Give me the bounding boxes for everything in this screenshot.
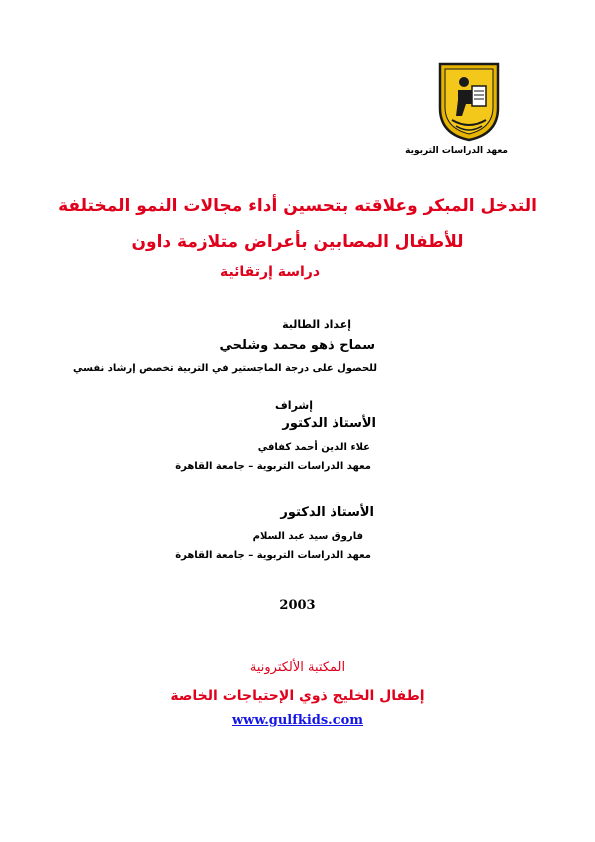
library-label: المكتبة الألكترونية: [249, 660, 346, 675]
website-link[interactable]: www.gulfkids.com: [231, 713, 364, 728]
supervisor-2-affiliation: معهد الدراسات التربوية – جامعة القاهرة: [175, 550, 371, 561]
degree-purpose: للحصول على درجة الماجستير في التربية تخصص إرشاد نفسي: [73, 363, 377, 374]
supervisor-1-affiliation: معهد الدراسات التربوية – جامعة القاهرة: [175, 461, 371, 472]
university-crest-icon: [436, 60, 502, 142]
thesis-title-line-2: للأطفال المصابين بأعراض متلازمة داون: [131, 232, 464, 252]
supervisor-1-name: علاء الدين أحمد كفافي: [257, 442, 370, 453]
supervisor-1-title: الأستاذ الدكتور: [282, 416, 376, 431]
thesis-title-line-1: التدخل المبكر وعلاقته بتحسين أداء مجالات النمو المختلفة: [58, 196, 537, 216]
year: 2003: [279, 598, 316, 613]
prepared-by-label: إعداد الطالبة: [282, 318, 351, 331]
organization-name: إطفال الخليج ذوي الإحتياجات الخاصة: [170, 688, 425, 704]
institute-name: معهد الدراسات التربوية: [405, 146, 508, 156]
supervisor-2-name: فاروق سيد عبد السلام: [252, 531, 363, 542]
student-name: سماح ذهو محمد وشلحي: [219, 338, 375, 353]
supervision-label: إشراف: [275, 399, 313, 412]
thesis-subtitle: دراسة إرتقائية: [219, 264, 321, 280]
university-logo: [436, 60, 502, 142]
supervisor-2-title: الأستاذ الدكتور: [280, 505, 374, 520]
